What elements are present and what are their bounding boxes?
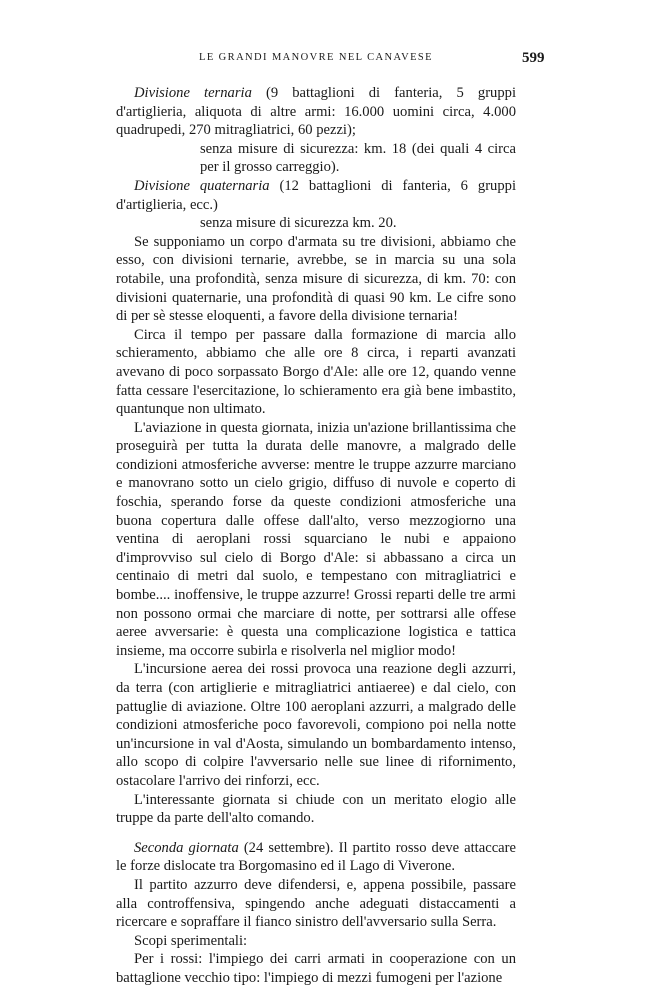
paragraph-elogio: L'interessante giornata si chiude con un meritato elogio alle truppe da parte dell'alto comando. [116, 791, 516, 827]
paragraph-rossi: Per i rossi: l'impiego dei carri armati in cooperazione con un battaglione vecchio tipo: l'impiego di mezzi fumogeni per l'azione [116, 951, 516, 986]
body-text [116, 84, 516, 988]
paragraph-divisione-ternaria [116, 84, 516, 140]
paragraph-seconda-giornata [116, 839, 516, 876]
page-number: 599 [522, 50, 545, 66]
paragraph-divisione-quaternaria [116, 177, 516, 214]
paragraph-lead: Divisione quaternaria [134, 177, 270, 194]
paragraph-corpo-armata: Se supponiamo un corpo d'armata su tre divisioni, abbiamo che esso, con divisioni ternarie, avrebbe, se in marcia su una sola rotabile, una profondità, senza misure di sicurezza, di km. 70: con divisioni quaternarie, una profondità di quasi 90 km. Le cifre sono di per sè stesse eloquenti, a favore della divisione ternaria! [116, 233, 516, 325]
section-gap [116, 828, 516, 839]
paragraph-aviazione: L'aviazione in questa giornata, inizia un'azione brillantissima che proseguirà per tutta la durata delle manovre, a malgrado delle condizioni atmosferiche avverse: mentre le truppe azzurre marciano e manovrano sotto un cielo grigio, diffuso di nuvole e coperto di foschia, sperando forse da queste condizioni atmosferiche una buona copertura dalle offese dall'alto, verso mezzogiorno una ventina di aeroplani rossi squarciano le nubi e appaiono d'improvviso sul cielo di Borgo d'Ale: si abbassano a circa un centinaio di metri dal suolo, e tempestano con mitragliatrici e bombe.... inoffensive, le truppe azzurre! Grossi reparti delle tre armi non possono ormai che marciare di notte, per sottrarsi alle offese aeree avversarie: è questa una complicazione logistica e tattica insieme, ma occorre subirla e risolverla nel miglior modo! [116, 419, 516, 659]
paragraph-incursione: L'incursione aerea dei rossi provoca una reazione degli azzurri, da terra (con artiglierie e mitragliatrici antiaeree) e dal cielo, con pattuglie di aviazione. Oltre 100 aeroplani azzurri, a malgrado delle condizioni atmosferiche poco favorevoli, compiono poi nella notte un'incursione in val d'Aosta, simulando un bombardamento intenso, allo scopo di colpire l'avversario nelle sue linee di rifornimento, ostacolare l'arrivo dei rinforzi, ecc. [116, 661, 516, 789]
paragraph-text: (24 settembre). Il partito rosso deve attaccare le forze dislocate tra Borgomasino ed il Lago di Viverone. [116, 839, 516, 875]
paragraph-scopi: Scopi sperimentali: [134, 932, 248, 949]
paragraph-schieramento: Circa il tempo per passare dalla formazione di marcia allo schieramento, abbiamo che alle ore 8 circa, i reparti avanzati avevano di poco sorpassato Borgo d'Ale: alle ore 12, quando venne fatta cessare l'esercitazione, lo schieramento era già bene imbastito, quantunque non ultimato. [116, 326, 516, 418]
paragraph-lead: Divisione ternaria [134, 85, 252, 101]
running-header: LE GRANDI MANOVRE NEL CANAVESE [199, 52, 433, 63]
paragraph-sicurezza-quaternaria: senza misure di sicurezza km. 20. [200, 215, 397, 232]
paragraph-text: (9 battaglioni di fanteria, 5 gruppi d'artiglieria, aliquota di altre armi: 16.000 uomini circa, 4.000 quadrupedi, 270 mitragliatrici, 60 pezzi); [116, 85, 516, 139]
paragraph-text: (12 battaglioni di fanteria, 6 gruppi d'artiglieria, ecc.) [116, 177, 516, 213]
paragraph-partito-azzurro: Il partito azzurro deve difendersi, e, appena possibile, passare alla controffensiva, spingendo anche adeguati distaccamenti a ricercare e sopraffare il fianco sinistro dell'avversario sulla Serra. [116, 876, 516, 931]
paragraph-lead: Seconda giornata [134, 839, 239, 856]
paragraph-sicurezza-ternaria: senza misure di sicurezza: km. 18 (dei quali 4 circa per il grosso carreggio). [200, 140, 516, 176]
